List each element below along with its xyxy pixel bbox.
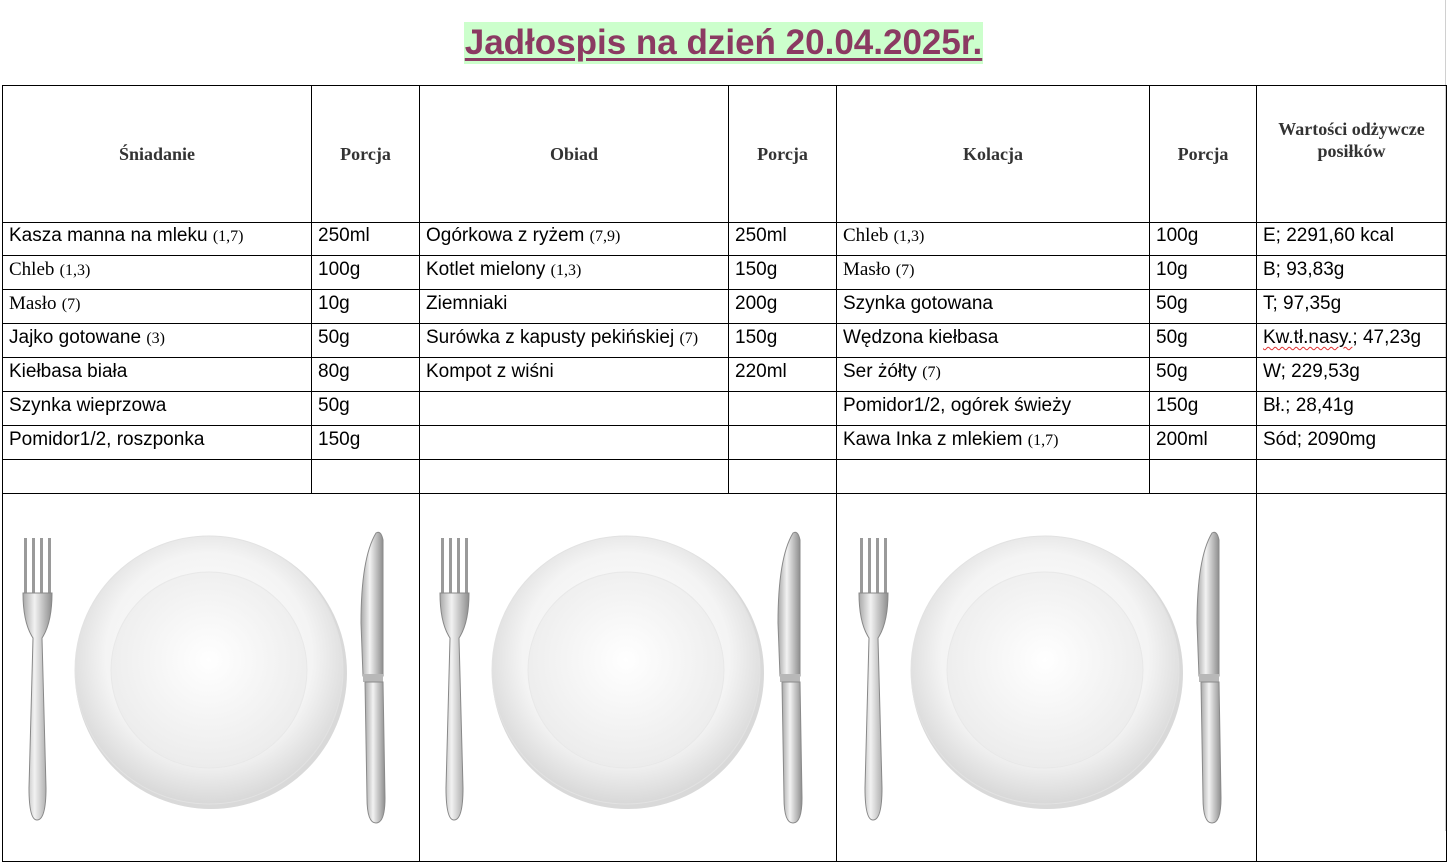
nutrition-label: Kw.tł.nasy. — [1263, 327, 1353, 348]
lunch-item-name: Ziemniaki — [426, 293, 508, 314]
breakfast-plate-cell — [3, 494, 420, 862]
allergen-codes: (7,9) — [589, 228, 621, 245]
nutrition-value — [1257, 358, 1447, 392]
plate-row — [3, 494, 1447, 862]
breakfast-item-name: Kasza manna na mleku — [9, 225, 208, 246]
breakfast-item — [3, 358, 312, 392]
lunch-item — [420, 392, 729, 426]
menu-row — [3, 392, 1447, 426]
lunch-item — [420, 426, 729, 460]
breakfast-item — [3, 223, 312, 256]
dinner-item — [837, 290, 1150, 324]
lunch-portion: 250ml — [729, 223, 837, 256]
lunch-item-name: Kotlet mielony — [426, 259, 546, 280]
fork-icon — [23, 538, 52, 820]
breakfast-item-name: Kiełbasa biała — [9, 361, 128, 382]
allergen-codes: (7) — [895, 262, 915, 279]
header-lunch: Obiad — [420, 86, 729, 223]
nutrition-amount: W; 229,53g — [1263, 361, 1360, 382]
breakfast-item — [3, 460, 312, 494]
menu-row — [3, 426, 1447, 460]
lunch-item — [420, 460, 729, 494]
lunch-item-name: Kompot z wiśni — [426, 361, 554, 382]
lunch-portion: 220ml — [729, 358, 837, 392]
menu-row — [3, 324, 1447, 358]
dinner-item-name: Masło — [843, 259, 891, 280]
plate-icon — [911, 536, 1183, 809]
fork-icon — [859, 538, 888, 820]
plate-icon — [75, 536, 347, 809]
dinner-item — [837, 460, 1150, 494]
header-portion: Porcja — [312, 86, 420, 223]
breakfast-portion: 150g — [312, 426, 420, 460]
lunch-portion: 150g — [729, 256, 837, 290]
dinner-portion — [1150, 460, 1257, 494]
allergen-codes: (1,7) — [212, 228, 244, 245]
breakfast-portion: 250ml — [312, 223, 420, 256]
breakfast-portion: 10g — [312, 290, 420, 324]
allergen-codes: (1,3) — [59, 262, 91, 279]
menu-row — [3, 223, 1447, 256]
nutrition-amount: Sód; 2090mg — [1263, 429, 1377, 450]
nutrition-value — [1257, 290, 1447, 324]
dinner-item — [837, 426, 1150, 460]
breakfast-portion: 50g — [312, 392, 420, 426]
lunch-portion — [729, 460, 837, 494]
menu-row — [3, 256, 1447, 290]
lunch-portion — [729, 392, 837, 426]
dinner-portion: 100g — [1150, 223, 1257, 256]
breakfast-item-name: Pomidor1/2, roszponka — [9, 429, 205, 450]
dinner-item — [837, 392, 1150, 426]
page-title: Jadłospis na dzień 20.04.2025r. — [464, 23, 983, 62]
dinner-portion: 50g — [1150, 290, 1257, 324]
breakfast-portion: 50g — [312, 324, 420, 358]
title-container — [0, 22, 1447, 64]
nutrition-value — [1257, 256, 1447, 290]
breakfast-item-name: Szynka wieprzowa — [9, 395, 167, 416]
header-breakfast: Śniadanie — [3, 86, 312, 223]
lunch-item — [420, 223, 729, 256]
header-row — [3, 86, 1447, 223]
allergen-codes: (3) — [146, 330, 165, 347]
header-portion: Porcja — [729, 86, 837, 223]
lunch-portion — [729, 426, 837, 460]
knife-icon — [778, 532, 802, 823]
lunch-item — [420, 256, 729, 290]
breakfast-item — [3, 392, 312, 426]
allergen-codes: (1,3) — [550, 262, 582, 279]
menu-table — [2, 85, 1447, 862]
lunch-item — [420, 290, 729, 324]
dinner-item — [837, 324, 1150, 358]
lunch-item — [420, 324, 729, 358]
dinner-item-name: Ser żółty — [843, 361, 917, 382]
breakfast-item-name: Masło — [9, 293, 57, 314]
lunch-item-name: Surówka z kapusty pekińskiej — [426, 327, 675, 348]
nutrition-value — [1257, 324, 1447, 358]
dinner-item — [837, 256, 1150, 290]
nutrition-value — [1257, 223, 1447, 256]
dinner-item-name: Wędzona kiełbasa — [843, 327, 999, 348]
nutrition-value — [1257, 460, 1447, 494]
breakfast-portion: 100g — [312, 256, 420, 290]
allergen-codes: (7) — [679, 330, 699, 347]
nutrition-value — [1257, 426, 1447, 460]
breakfast-portion — [312, 460, 420, 494]
dinner-item — [837, 358, 1150, 392]
dinner-portion: 50g — [1150, 324, 1257, 358]
dinner-item-name: Szynka gotowana — [843, 293, 993, 314]
allergen-codes: (7) — [922, 364, 941, 381]
nutrition-amount: B; 93,83g — [1263, 259, 1345, 280]
lunch-portion: 200g — [729, 290, 837, 324]
breakfast-portion: 80g — [312, 358, 420, 392]
dinner-portion: 150g — [1150, 392, 1257, 426]
header-portion: Porcja — [1150, 86, 1257, 223]
fork-icon — [440, 538, 469, 820]
lunch-item-name: Ogórkowa z ryżem — [426, 225, 585, 246]
dinner-item-name: Pomidor1/2, ogórek świeży — [843, 395, 1072, 416]
menu-row — [3, 290, 1447, 324]
breakfast-item — [3, 290, 312, 324]
lunch-portion: 150g — [729, 324, 837, 358]
plate-icon — [492, 536, 764, 809]
dinner-item-name: Kawa Inka z mlekiem — [843, 429, 1023, 450]
nutrition-amount: E; 2291,60 kcal — [1263, 225, 1394, 246]
lunch-plate-cell — [420, 494, 837, 862]
nutrition-amount: T; 97,35g — [1263, 293, 1342, 314]
nutrition-amount: ; 47,23g — [1352, 327, 1422, 348]
dinner-portion: 200ml — [1150, 426, 1257, 460]
allergen-codes: (1,3) — [893, 228, 925, 245]
allergen-codes: (7) — [61, 296, 81, 313]
dinner-item — [837, 223, 1150, 256]
knife-icon — [361, 532, 385, 823]
nutrition-empty-cell — [1257, 494, 1447, 862]
breakfast-item — [3, 256, 312, 290]
dinner-portion: 50g — [1150, 358, 1257, 392]
breakfast-item — [3, 426, 312, 460]
nutrition-amount: Bł.; 28,41g — [1263, 395, 1354, 416]
breakfast-item-name: Jajko gotowane — [9, 327, 142, 348]
menu-row — [3, 460, 1447, 494]
lunch-item — [420, 358, 729, 392]
allergen-codes: (1,7) — [1027, 432, 1059, 449]
nutrition-value — [1257, 392, 1447, 426]
breakfast-item-name: Chleb — [9, 259, 55, 280]
dinner-plate-cell — [837, 494, 1257, 862]
breakfast-item — [3, 324, 312, 358]
dinner-item-name: Chleb — [843, 225, 889, 246]
knife-icon — [1197, 532, 1221, 823]
header-dinner: Kolacja — [837, 86, 1150, 223]
menu-row — [3, 358, 1447, 392]
dinner-portion: 10g — [1150, 256, 1257, 290]
header-nutrition: Wartości odżywcze posiłków — [1257, 86, 1447, 223]
